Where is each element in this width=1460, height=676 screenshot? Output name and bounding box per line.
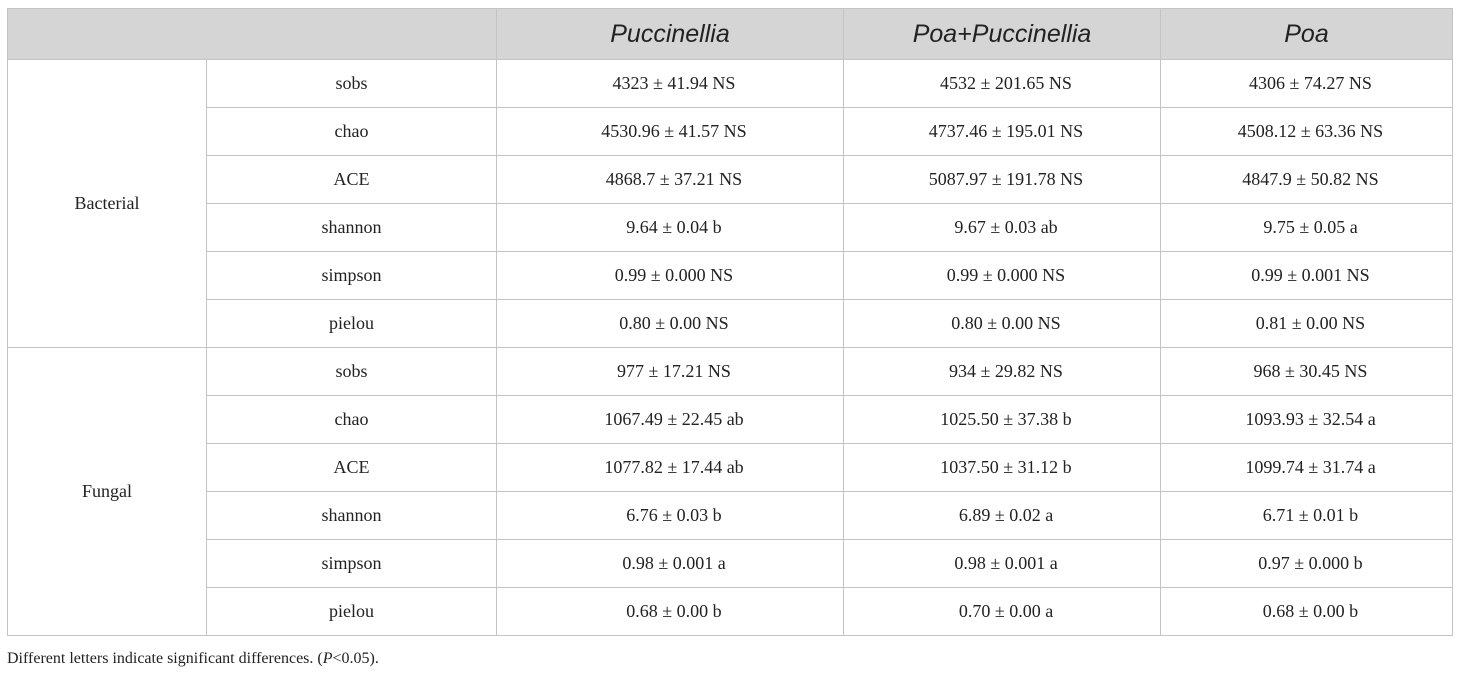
metric-cell: simpson <box>207 252 497 300</box>
table-row <box>8 540 1453 588</box>
table-body <box>8 60 1453 636</box>
group-label: Fungal <box>8 348 207 636</box>
footnote-p-symbol: P <box>322 650 333 667</box>
footnote-p-rest: <0.05). <box>332 650 379 667</box>
table-row <box>8 108 1453 156</box>
table-row <box>8 60 1453 108</box>
table-row <box>8 156 1453 204</box>
header-row <box>8 9 1453 60</box>
value-cell: 9.64 ± 0.04 b <box>497 204 844 252</box>
value-cell: 0.97 ± 0.000 b <box>1161 540 1453 588</box>
metric-cell: ACE <box>207 156 497 204</box>
table-footnote <box>7 650 379 668</box>
footnote-text: Different letters indicate significant differences. ( <box>7 650 323 667</box>
value-cell: 0.80 ± 0.00 NS <box>497 300 844 348</box>
table-row <box>8 300 1453 348</box>
value-cell: 0.99 ± 0.001 NS <box>1161 252 1453 300</box>
value-cell: 4737.46 ± 195.01 NS <box>844 108 1161 156</box>
value-cell: 4530.96 ± 41.57 NS <box>497 108 844 156</box>
table-row <box>8 396 1453 444</box>
value-cell: 4323 ± 41.94 NS <box>497 60 844 108</box>
value-cell: 6.89 ± 0.02 a <box>844 492 1161 540</box>
value-cell: 4868.7 ± 37.21 NS <box>497 156 844 204</box>
value-cell: 0.68 ± 0.00 b <box>497 588 844 636</box>
value-cell: 0.98 ± 0.001 a <box>844 540 1161 588</box>
value-cell: 968 ± 30.45 NS <box>1161 348 1453 396</box>
header-poa: Poa <box>1161 9 1453 60</box>
value-cell: 934 ± 29.82 NS <box>844 348 1161 396</box>
diversity-table <box>7 8 1453 636</box>
value-cell: 0.99 ± 0.000 NS <box>497 252 844 300</box>
metric-cell: chao <box>207 396 497 444</box>
table-row <box>8 204 1453 252</box>
value-cell: 1099.74 ± 31.74 a <box>1161 444 1453 492</box>
value-cell: 4847.9 ± 50.82 NS <box>1161 156 1453 204</box>
table-header <box>8 9 1453 60</box>
metric-cell: simpson <box>207 540 497 588</box>
value-cell: 1037.50 ± 31.12 b <box>844 444 1161 492</box>
value-cell: 977 ± 17.21 NS <box>497 348 844 396</box>
value-cell: 0.81 ± 0.00 NS <box>1161 300 1453 348</box>
value-cell: 5087.97 ± 191.78 NS <box>844 156 1161 204</box>
value-cell: 6.76 ± 0.03 b <box>497 492 844 540</box>
header-puccinellia: Puccinellia <box>497 9 844 60</box>
value-cell: 4532 ± 201.65 NS <box>844 60 1161 108</box>
value-cell: 0.68 ± 0.00 b <box>1161 588 1453 636</box>
value-cell: 0.99 ± 0.000 NS <box>844 252 1161 300</box>
table-row <box>8 444 1453 492</box>
metric-cell: sobs <box>207 60 497 108</box>
value-cell: 1093.93 ± 32.54 a <box>1161 396 1453 444</box>
value-cell: 1067.49 ± 22.45 ab <box>497 396 844 444</box>
metric-cell: sobs <box>207 348 497 396</box>
group-label: Bacterial <box>8 60 207 348</box>
table-row <box>8 588 1453 636</box>
metric-cell: pielou <box>207 588 497 636</box>
table-row <box>8 252 1453 300</box>
header-blank-cell <box>8 9 497 60</box>
value-cell: 0.98 ± 0.001 a <box>497 540 844 588</box>
value-cell: 9.75 ± 0.05 a <box>1161 204 1453 252</box>
metric-cell: shannon <box>207 492 497 540</box>
value-cell: 0.80 ± 0.00 NS <box>844 300 1161 348</box>
header-poa-puccinellia: Poa+Puccinellia <box>844 9 1161 60</box>
metric-cell: chao <box>207 108 497 156</box>
value-cell: 1025.50 ± 37.38 b <box>844 396 1161 444</box>
table-row <box>8 348 1453 396</box>
value-cell: 4508.12 ± 63.36 NS <box>1161 108 1453 156</box>
metric-cell: ACE <box>207 444 497 492</box>
value-cell: 0.70 ± 0.00 a <box>844 588 1161 636</box>
table-row <box>8 492 1453 540</box>
metric-cell: shannon <box>207 204 497 252</box>
value-cell: 9.67 ± 0.03 ab <box>844 204 1161 252</box>
value-cell: 4306 ± 74.27 NS <box>1161 60 1453 108</box>
metric-cell: pielou <box>207 300 497 348</box>
value-cell: 6.71 ± 0.01 b <box>1161 492 1453 540</box>
value-cell: 1077.82 ± 17.44 ab <box>497 444 844 492</box>
